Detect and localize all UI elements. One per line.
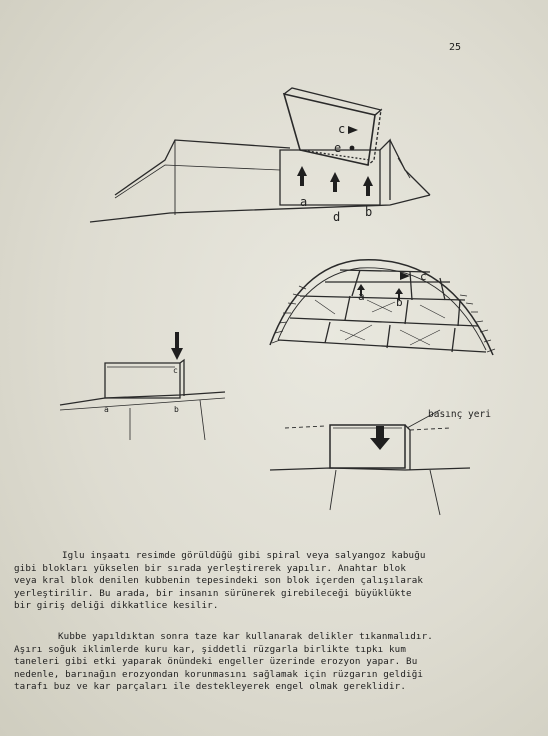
figure-pressure-point <box>270 409 491 515</box>
text-line: gibi blokları yükselen bir sırada yerleştirerek yapılır. Anahtar blok <box>14 562 407 574</box>
paragraph-2 <box>14 631 532 694</box>
fig2-label-c: c <box>420 270 427 283</box>
page-number: 25 <box>449 42 462 53</box>
body-text <box>14 550 532 712</box>
figure-block-placement <box>90 88 430 224</box>
text-line: taneleri gibi etki yaparak önündeki engeller üzerinde erozyon yapar. Bu <box>14 656 418 668</box>
fig3-label-a: a <box>104 405 109 414</box>
fig2-label-b: b <box>396 296 403 309</box>
fig3-label-c: c <box>173 366 178 375</box>
text-line: nedenle, barınağın erozyondan korunmasını sağlamak için rüzgarın geldiği <box>14 668 424 680</box>
up-arrows-icon <box>297 126 373 196</box>
fig1-label-d: d <box>333 210 341 224</box>
text-line: tarafı buz ve kar parçaları ile destekleyerek engel olmak gereklidir. <box>14 681 407 693</box>
fig1-label-a: a <box>300 195 308 209</box>
press-arrow-icon <box>370 426 390 450</box>
pressure-point-label: basınç yeri <box>428 409 491 420</box>
paragraph-1 <box>14 550 532 613</box>
fig1-label-c: c <box>338 122 346 136</box>
text-line: yerleştirilir. Bu arada, bir insanın sürünerek girebileceği büyüklükte <box>14 587 412 599</box>
text-line: Iglu inşaatı resimde görüldüğü gibi spiral veya salyangoz kabuğu <box>62 550 426 561</box>
figure-downward-press <box>60 332 225 440</box>
down-arrow-icon <box>171 332 183 360</box>
fig1-label-e: e <box>334 141 342 155</box>
fig2-label-a: a <box>358 290 365 303</box>
fig1-label-b: b <box>365 205 373 219</box>
text-line: Aşırı soğuk iklimlerde kuru kar, şiddetli rüzgarla birlikte tıpkı kum <box>14 643 407 655</box>
text-line: Kubbe yapıldıktan sonra taze kar kullanarak delikler tıkanmalıdır. <box>58 630 433 642</box>
text-line: veya kral blok denilen kubbenin tepesindeki son blok içerden çalışılarak <box>14 575 424 587</box>
text-line: bir giriş deliği dikkatlice kesilir. <box>14 600 219 612</box>
fig3-label-b: b <box>174 405 179 414</box>
figure-igloo-dome <box>270 260 495 355</box>
